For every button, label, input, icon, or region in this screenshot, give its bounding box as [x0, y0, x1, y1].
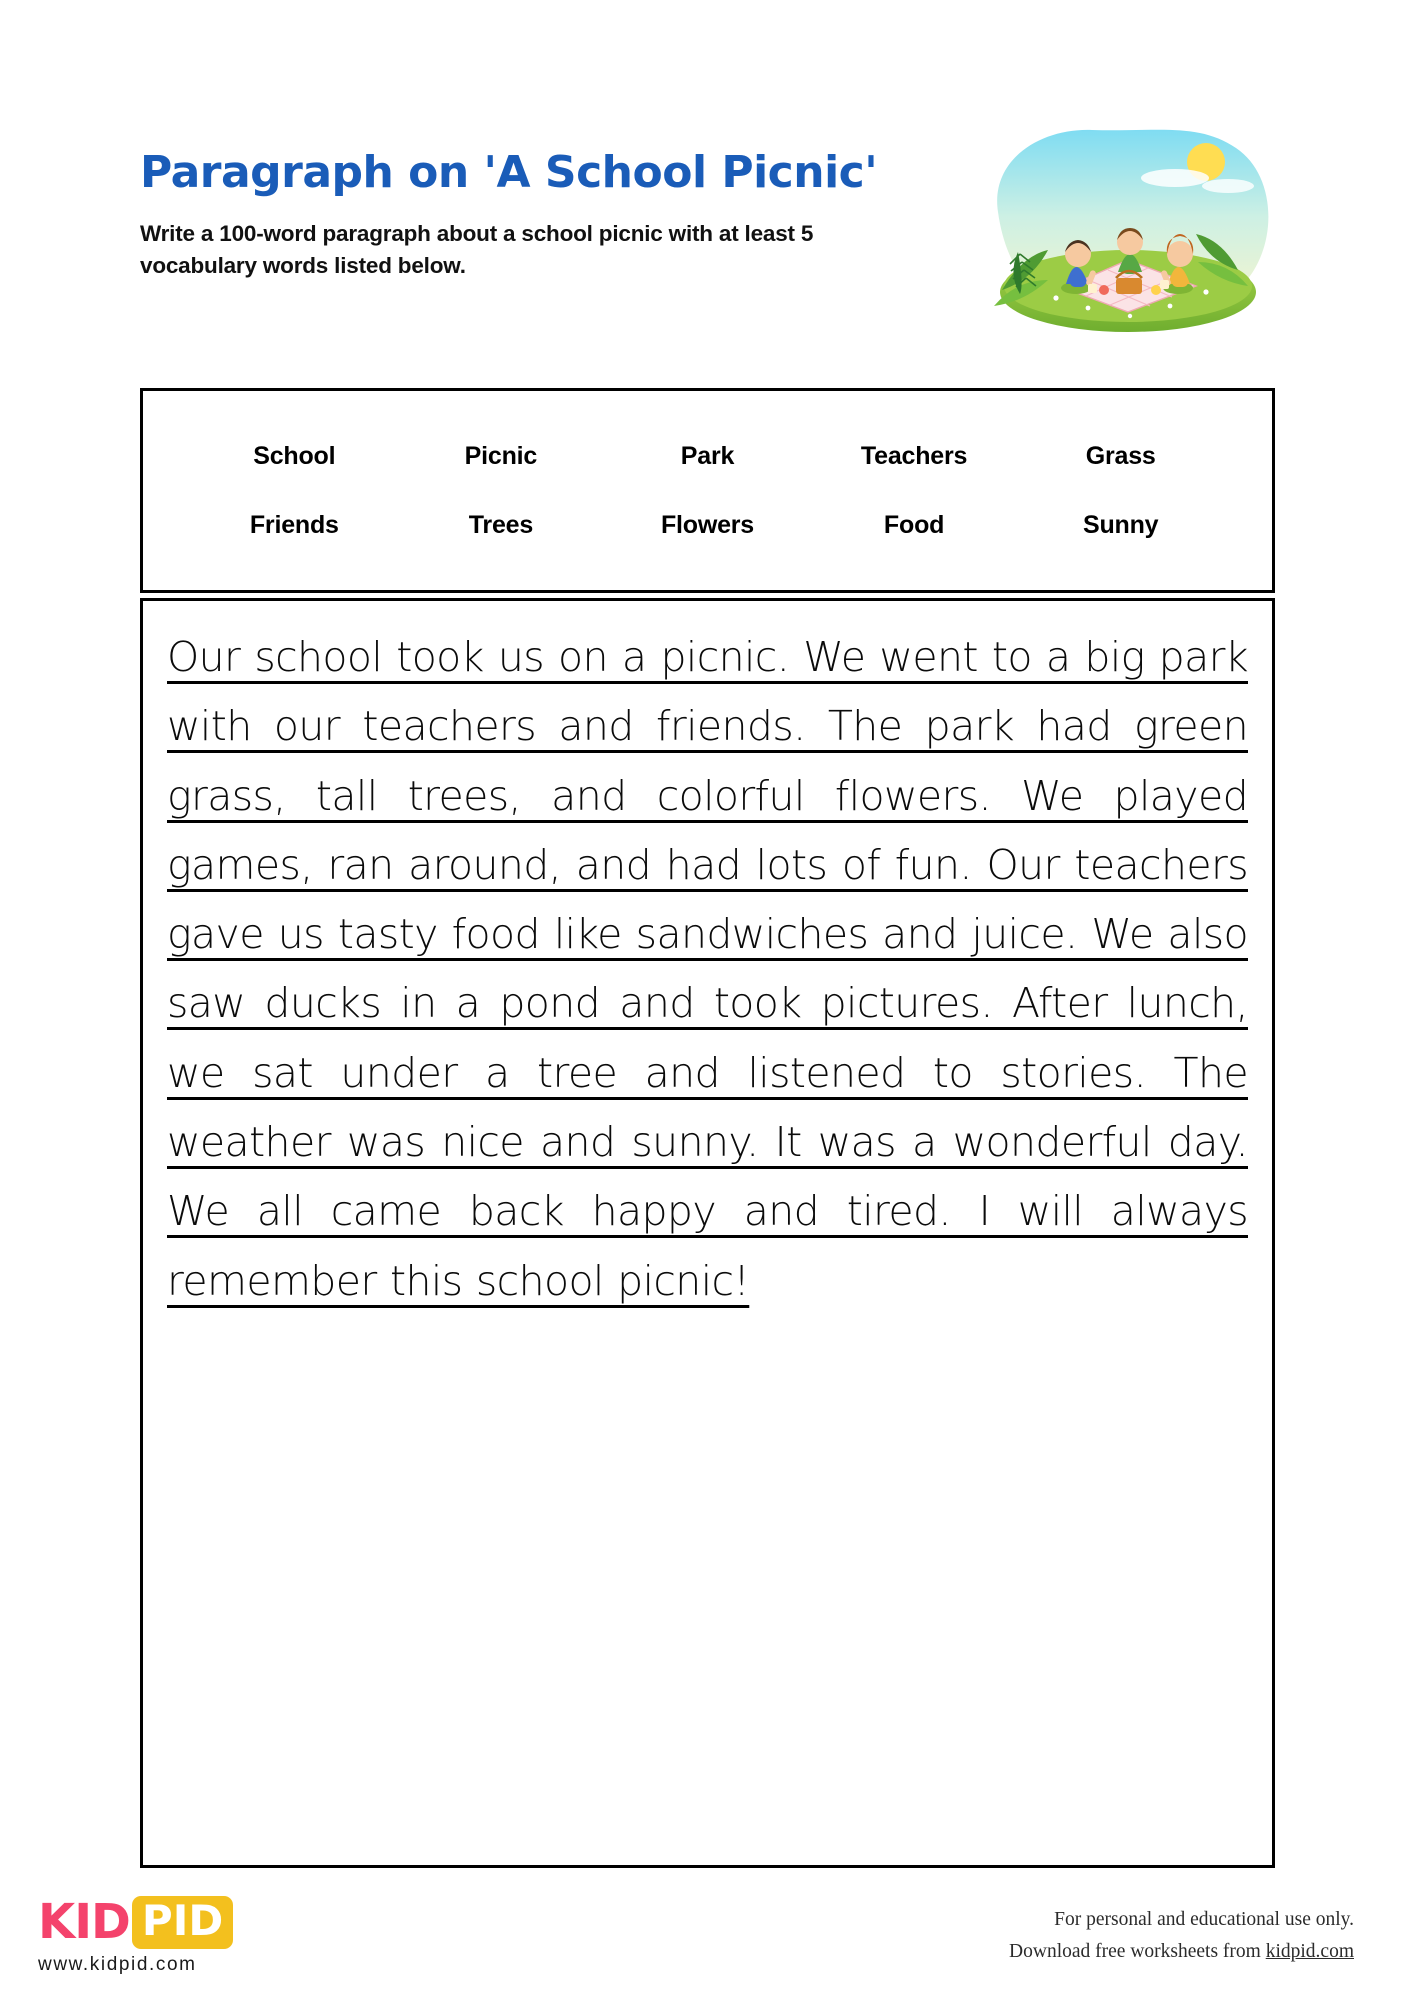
vocabulary-word: Teachers	[860, 441, 968, 470]
footer-credits	[1009, 1904, 1354, 1968]
worksheet-header	[140, 147, 1040, 282]
credit-download-prefix: Download free worksheets from	[1009, 1941, 1266, 1963]
handwritten-paragraph-answer: Our school took us on a picnic. We went to a big park with our teachers and friends. The park had green grass, tall trees, and colorful flowers. We played games, ran around, and had lots of fun. Our teachers gave us tasty food like sandwiches and juice. We also saw ducks in a pond and took pictures. After lunch, we sat under a tree and listened to stories. The weather was nice and sunny. It was a wonderful day. We all came back happy and tired. I will always remember this school picnic!	[167, 633, 1248, 1305]
child-middle	[1117, 228, 1143, 274]
credit-line-download	[1009, 1936, 1354, 1968]
vocabulary-word: Friends	[249, 510, 339, 539]
brand-website-url[interactable]: www.kidpid.com	[38, 1954, 197, 1975]
vocabulary-word: Flowers	[660, 510, 755, 539]
kidpid-link[interactable]: kidpid.com	[1265, 1941, 1354, 1963]
worksheet-instructions: Write a 100-word paragraph about a school picnic with at least 5 vocabulary words listed below.	[140, 221, 814, 279]
vocabulary-word-bank	[140, 388, 1275, 593]
kidpid-brand[interactable]	[38, 1895, 233, 1976]
logo-text-kid: KID	[38, 1894, 130, 1950]
vocabulary-word: Picnic	[464, 441, 538, 470]
paragraph-answer-box	[140, 598, 1275, 1868]
cloud-shape	[1202, 179, 1254, 193]
page-footer	[0, 1890, 1414, 2000]
credit-line-personal-use: For personal and educational use only.	[1054, 1909, 1354, 1930]
picnic-illustration	[960, 120, 1280, 350]
page-title: Paragraph on 'A School Picnic'	[140, 147, 878, 198]
vocabulary-row	[143, 511, 1272, 540]
vocabulary-word: Trees	[468, 510, 534, 539]
vocabulary-word: Park	[680, 441, 735, 470]
vocabulary-word: Grass	[1085, 441, 1156, 470]
vocabulary-row	[143, 442, 1272, 471]
kidpid-logo	[38, 1895, 233, 1949]
vocabulary-word: Sunny	[1082, 510, 1159, 539]
vocabulary-word: School	[253, 441, 336, 470]
vocabulary-word: Food	[883, 510, 945, 539]
logo-text-pid: PID	[132, 1896, 233, 1949]
cloud-shape	[1141, 169, 1209, 187]
